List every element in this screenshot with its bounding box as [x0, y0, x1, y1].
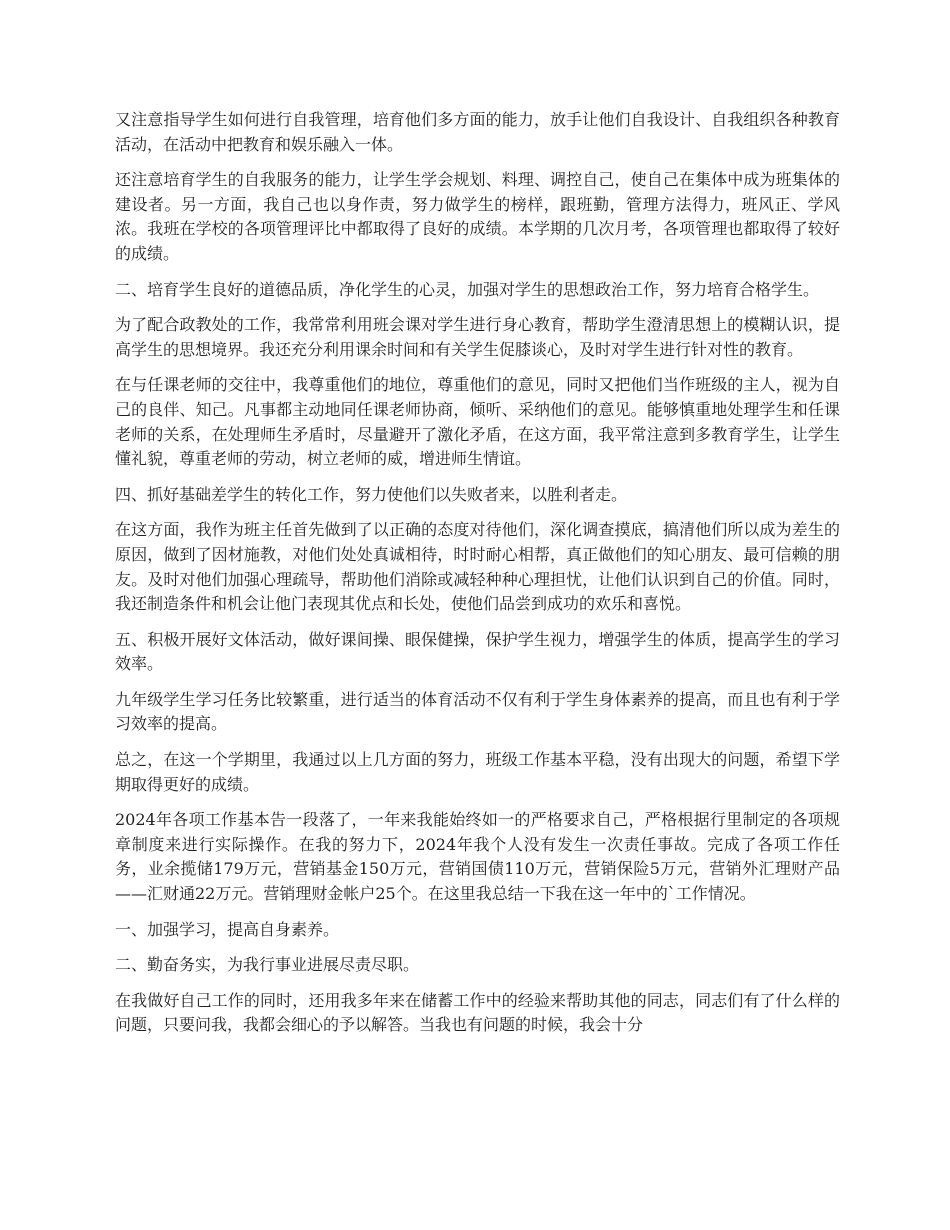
- paragraph: 总之，在这一个学期里，我通过以上几方面的努力，班级工作基本平稳，没有出现大的问题，希望下学期取得更好的成绩。: [115, 750, 840, 794]
- paragraph: 在与任课老师的交往中，我尊重他们的地位，尊重他们的意见，同时又把他们当作班级的主人，视为自己的良伴、知己。凡事都主动地同任课老师协商，倾听、采纳他们的意见。能够慎重地处理学生和任课老师的关系，在处理师生矛盾时，尽量避开了激化矛盾，在这方面，我平常注意到多教育学生，让学生懂礼貌，尊重老师的劳动，树立老师的威，增进师生情谊。: [115, 375, 840, 469]
- section-heading: 四、抓好基础差学生的转化工作，努力使他们以失败者来，以胜利者走。: [115, 484, 628, 504]
- section-heading: 二、培育学生良好的道德品质，净化学生的心灵，加强对学生的思想政治工作，努力培育合格学生。: [115, 279, 820, 299]
- document-body: [115, 108, 840, 1049]
- section-heading: 一、加强学习，提高自身素养。: [115, 919, 340, 939]
- section-heading: 五、积极开展好文体活动，做好课间操、眼保健操，保护学生视力，增强学生的体质，提高学生的学习效率。: [115, 629, 840, 674]
- paragraph: 在我做好自己工作的同时，还用我多年来在储蓄工作中的经验来帮助其他的同志，同志们有了什么样的问题，只要问我，我都会细心的予以解答。当我也有问题的时候，我会十分: [115, 990, 840, 1035]
- paragraph: 还注意培育学生的自我服务的能力，让学生学会规划、料理、调控自己，使自己在集体中成为班集体的建设者。另一方面，我自己也以身作责，努力做学生的榜样，跟班勤，管理方法得力，班风正、学风浓。我班在学校的各项管理评比中都取得了良好的成绩。本学期的几次月考，各项管理也都取得了较好的成绩。: [115, 170, 840, 263]
- section-heading: 二、勤奋务实，为我行事业进展尽责尽职。: [115, 955, 420, 975]
- paragraph: 九年级学生学习任务比较繁重，进行适当的体育活动不仅有利于学生身体素养的提高，而且也有利于学习效率的提高。: [115, 689, 840, 734]
- paragraph: 2024年各项工作基本告一段落了，一年来我能始终如一的严格要求自己，严格根据行里制定的各项规章制度来进行实际操作。在我的努力下，2024年我个人没有发生一次责任事故。完成了各项工作任务，业余揽储179万元，营销基金150万元，营销国债110万元，营销保险5万元，营销外汇理财产品——汇财通22万元。营销理财金帐户25个。在这里我总结一下我在这一年中的`工作情况。: [115, 810, 840, 904]
- paragraph: 为了配合政教处的工作，我常常利用班会课对学生进行身心教育，帮助学生澄清思想上的模糊认识，提高学生的思想境界。我还充分利用课余时间和有关学生促膝谈心，及时对学生进行针对性的教育。: [115, 315, 840, 359]
- paragraph: 在这方面，我作为班主任首先做到了以正确的态度对待他们，深化调查摸底，搞清他们所以成为差生的原因，做到了因材施教，对他们处处真诚相待，时时耐心相帮，真正做他们的知心朋友、最可信赖的朋友。及时对他们加强心理疏导，帮助他们消除或减轻种种心理担忧，让他们认识到自己的价值。同时，我还制造条件和机会让他门表现其优点和长处，使他们品尝到成功的欢乐和喜悦。: [115, 520, 840, 614]
- paragraph: 又注意指导学生如何进行自我管理，培育他们多方面的能力，放手让他们自我设计、自我组织各种教育活动，在活动中把教育和娱乐融入一体。: [115, 110, 840, 154]
